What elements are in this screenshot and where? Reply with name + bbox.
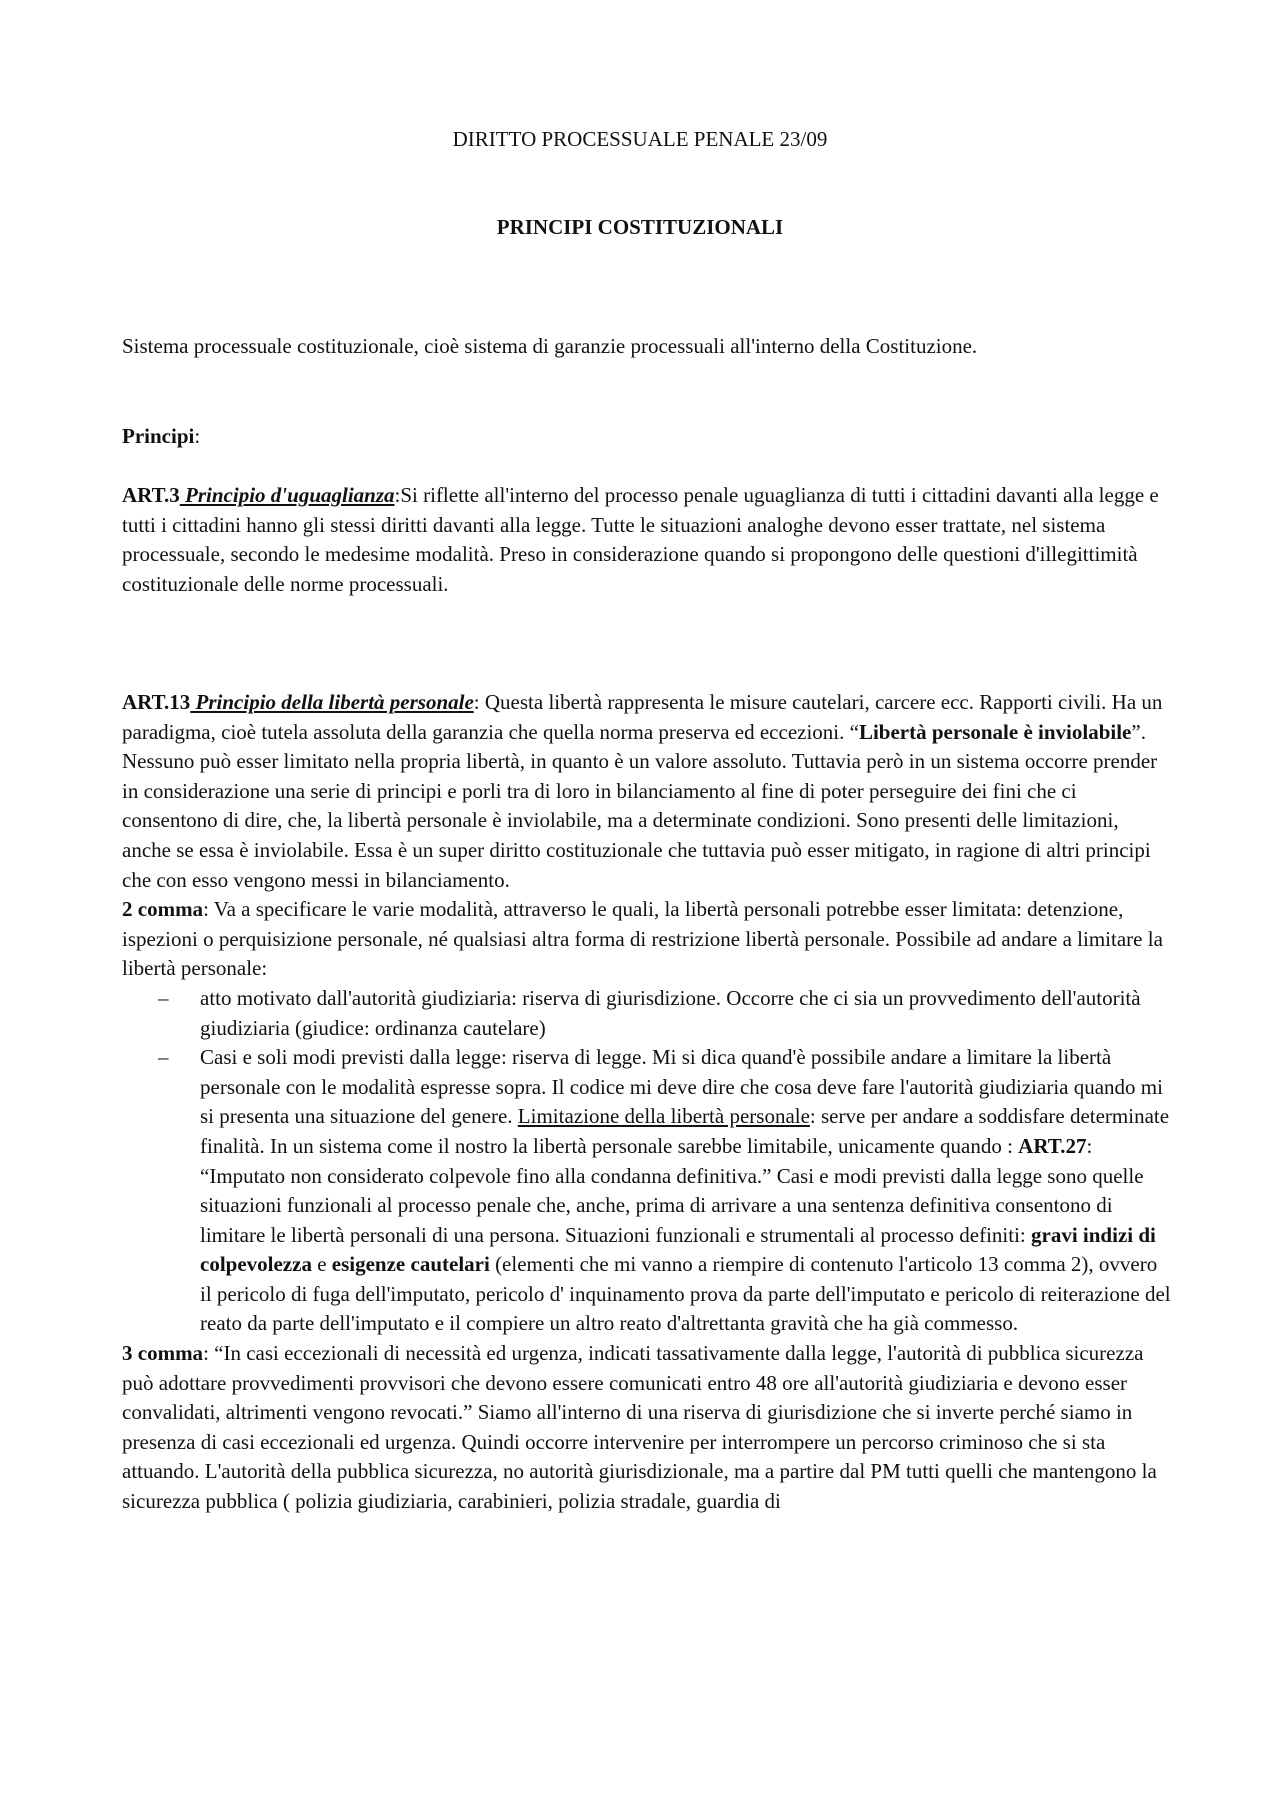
dash-bullet-icon: –: [158, 1045, 169, 1070]
list-item: – Casi e soli modi previsti dalla legge: riserva di legge. Mi si dica quand'è possibile andare a limitare la libertà personale con le modalità espresse sopra. Il codice mi deve dire che cosa deve fare l'autorità giudiziaria quando mi si presenta una situazione del genere. Limitazione della libertà personale: serve per andare a soddisfare determinate finalità. In un sistema come il nostro la libertà personale sarebbe limitabile, unicamente quando : ART.27: “Imputato non considerato colpevole fino alla condanna definitiva.” Casi e modi previsti dalla legge sono quelle situazioni funzionali al processo penale che, anche, prima di arrivare a una sentenza definitiva consentono di limitare le libertà personali di una persona. Situazioni funzionali e strumentali al processo definiti: gravi indizi di colpevolezza e esigenze cautelari (elementi che mi vanno a riempire di contenuto l'articolo 13 comma 2), ovvero il pericolo di fuga dell'imputato, pericolo d' inquinamento prova da parte dell'imputato e pericolo di reiterazione del reato da parte dell'imputato e il compiere un altro reato d'altrettanta gravità che ha già commesso.: [158, 1045, 1171, 1336]
art3-heading: Principio d'uguaglianza: [179, 483, 395, 507]
art27-label: ART.27: [1018, 1133, 1087, 1158]
art13-label: ART.13: [122, 690, 191, 714]
principi-label: Principi:: [122, 424, 201, 448]
art3-text: :Si riflette all'interno del processo penale uguaglianza di tutti i cittadini davanti alla legge e tutti i cittadini hanno gli stessi diritti davanti alla legge. Tutte le situazioni analoghe devono esser trattate, nel sistema processuale, secondo le medesime modalità. Preso in considerazione quando si propongono delle questioni d'illegittimità costituzionale delle norme processuali.: [122, 483, 1159, 596]
comma2-label: 2 comma: [122, 897, 204, 922]
art13-heading: Principio della libertà personale: [190, 690, 474, 714]
comma2-paragraph: 2 comma: Va a specificare le varie modalità, attraverso le quali, la libertà personali potrebbe esser limitata: detenzione, ispezioni o perquisizione personale, né qualsiasi altra forma di restrizione libertà personale. Possibile ad andare a limitare la libertà personale:: [122, 897, 1163, 981]
comma3-paragraph: 3 comma: “In casi eccezionali di necessità ed urgenza, indicati tassativamente dalla legge, l'autorità di pubblica sicurezza può adottare provvedimenti provvisori che devono essere comunicati entro 48 ore all'autorità giudiziaria e devono esser convalidati, altrimenti vengono revocati.” Siamo all'interno di una riserva di giurisdizione che si inverte perché siamo in presenza di casi eccezionali ed urgenza. Quindi occorre intervenire per interrompere un percorso criminoso che si sta attuando. L'autorità della pubblica sicurezza, no autorità giurisdizionale, ma a partire dal PM tutti quelli che mantengono la sicurezza pubblica ( polizia giudiziaria, carabinieri, polizia stradale, guardia di: [122, 1341, 1157, 1514]
section-heading: PRINCIPI COSTITUZIONALI: [496, 215, 784, 239]
comma2-list: [122, 984, 1172, 1339]
bold-term: gravi indizi di colpevolezza: [200, 1222, 1156, 1277]
bold-term: esigenze cautelari: [331, 1252, 490, 1277]
art13-paragraph: ART.13 Principio della libertà personale: Questa libertà rappresenta le misure cautelari, carcere ecc. Rapporti civili. Ha un paradigma, cioè tutela assoluta della garanzia che quella norma preserva ed eccezioni. “Libertà personale è inviolabile”. Nessuno può esser limitato nella propria libertà, in quanto è un valore assoluto. Tuttavia però in un sistema occorre prender in considerazione una serie di principi e porli tra di loro in bilanciamento al fine di poter perseguire dei fini che ci consentono di dire, che, la libertà personale è inviolabile, ma a determinate condizioni. Sono presenti delle limitazioni, anche se essa è inviolabile. Essa è un super diritto costituzionale che tuttavia può esser mitigato, in ragione di altri principi che con esso vengono messi in bilanciamento.: [122, 690, 1163, 892]
principi-heading: Principi: [122, 424, 195, 448]
art3-paragraph: [122, 481, 1172, 599]
comma3-label: 3 comma: [122, 1341, 204, 1366]
intro-text: Sistema processuale costituzionale, cioè sistema di garanzie processuali all'interno della Costituzione.: [122, 334, 978, 358]
underlined-term: Limitazione della libertà personale: [517, 1104, 810, 1129]
list-item: – atto motivato dall'autorità giudiziaria: riserva di giurisdizione. Occorre che ci sia un provvedimento dell'autorità giudiziaria (giudice: ordinanza cautelare): [158, 985, 1141, 1040]
intro-paragraph: [122, 332, 1172, 362]
art13-section: [122, 688, 1172, 1517]
art3-label: ART.3: [122, 483, 180, 507]
art13-quote: Libertà personale è inviolabile: [858, 719, 1132, 744]
dash-bullet-icon: –: [158, 985, 169, 1010]
document-title: DIRITTO PROCESSUALE PENALE 23/09: [452, 127, 828, 151]
